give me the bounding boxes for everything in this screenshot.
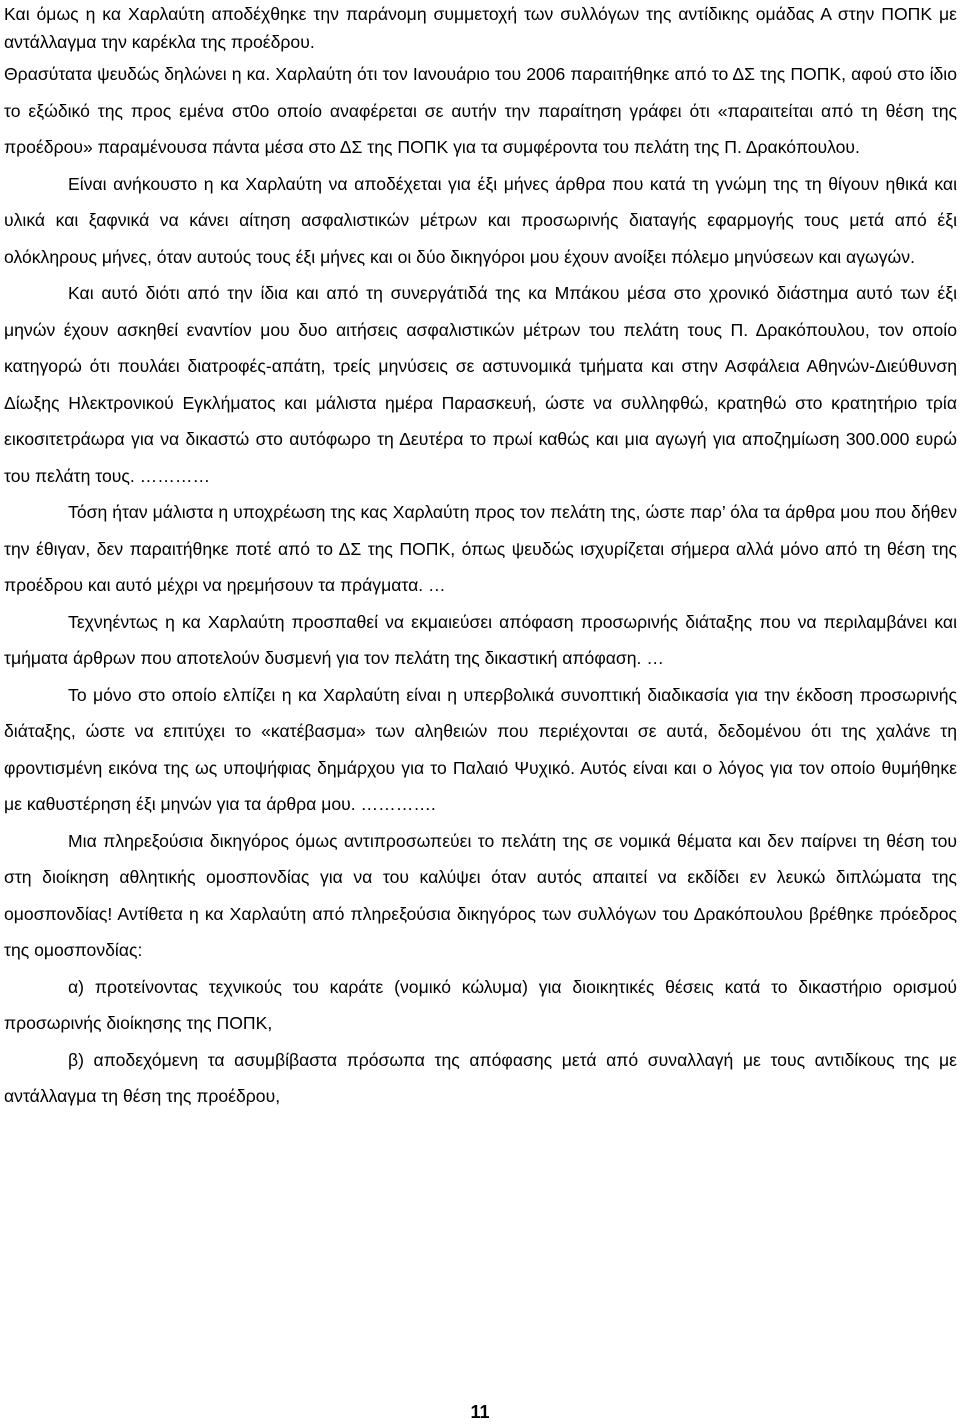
paragraph-2: Θρασύτατα ψευδώς δηλώνει η κα. Χαρλαύτη ότι τον Ιανουάριο του 2006 παραιτήθηκε από το ΔΣ της ΠΟΠΚ, αφού στο ίδιο το εξώδικό της προς εμένα στ0ο οποίο αναφέρεται σε αυτήν την παραίτηση γράφει ότι «παραιτείται από τη θέση της προέδρου» παραμένουσα πάντα μέσα στο ΔΣ της ΠΟΠΚ για τα συμφέροντα του πελάτη της Π. Δρακόπουλου. (4, 64, 957, 157)
paragraph-9: α) προτείνοντας τεχνικούς του καράτε (νομικό κώλυμα) για διοικητικές θέσεις κατά το δικαστήριο ορισμού προσωρινής διοίκησης της ΠΟΠΚ, (4, 976, 957, 1033)
paragraph-10: β) αποδεχόμενη τα ασυμβίβαστα πρόσωπα της απόφασης μετά από συναλλαγή με τους αντιδίκους της με αντάλλαγμα τη θέση της προέδρου, (4, 1049, 957, 1106)
paragraph-3: Είναι ανήκουστο η κα Χαρλαύτη να αποδέχεται για έξι μήνες άρθρα που κατά τη γνώμη της τη θίγουν ηθικά και υλικά και ξαφνικά να κάνει αίτηση ασφαλιστικών μέτρων και προσωρινής διαταγής εφαρμογής τους μετά από έξι ολόκληρους μήνες, όταν αυτούς τους έξι μήνες και οι δύο δικηγόροι μου έχουν ανοίξει πόλεμο μηνύσεων και αγωγών. (4, 173, 957, 267)
paragraph-1: Και όμως η κα Χαρλαύτη αποδέχθηκε την παράνομη συμμετοχή των συλλόγων της αντίδικης ομάδας Α στην ΠΟΠΚ με αντάλλαγμα την καρέκλα της προέδρου. (4, 4, 957, 52)
paragraph-8: Μια πληρεξούσια δικηγόρος όμως αντιπροσωπεύει το πελάτη της σε νομικά θέματα και δεν παίρνει τη θέση του στη διοίκηση αθλητικής ομοσπονδίας για να του καλύψει όταν αυτός απαιτεί να εκδίδει εν λευκώ διπλώματα της ομοσπονδίας! Αντίθετα η κα Χαρλαύτη από πληρεξούσια δικηγόρος των συλλόγων του Δρακόπουλου βρέθηκε πρόεδρος της ομοσπονδίας: (4, 830, 957, 960)
paragraph-7: Το μόνο στο οποίο ελπίζει η κα Χαρλαύτη είναι η υπερβολικά συνοπτική διαδικασία για την έκδοση προσωρινής διάταξης, ώστε να επιτύχει το «κατέβασμα» των αληθειών που περιέχονται σε αυτά, δεδομένου ότι της χαλάνε τη φροντισμένη εικόνα της ως υποψήφιας δημάρχου για το Παλαιό Ψυχικό. Αυτός είναι και ο λόγος για τον οποίο θυμήθηκε με καθυστέρηση έξι μηνών για τα άρθρα μου. …………. (4, 684, 957, 814)
paragraph-5: Τόση ήταν μάλιστα η υποχρέωση της κας Χαρλαύτη προς τον πελάτη της, ώστε παρ’ όλα τα άρθρα μου που δήθεν την έθιγαν, δεν παραιτήθηκε ποτέ από το ΔΣ της ΠΟΠΚ, όπως ψευδώς ισχυρίζεται σήμερα αλλά μόνο από τη θέση της προέδρου και αυτό μέχρι να ηρεμήσουν τα πράγματα. … (4, 502, 957, 595)
page-number: 11 (470, 1402, 490, 1422)
paragraph-4: Και αυτό διότι από την ίδια και από τη συνεργάτιδά της κα Μπάκου μέσα στο χρονικό διάστημα αυτό των έξι μηνών έχουν ασκηθεί εναντίον μου δυο αιτήσεις ασφαλιστικών μέτρων του πελάτη τους Π. Δρακόπουλου, τον οποίο κατηγορώ ότι πουλάει διατροφές-απάτη, τρείς μηνύσεις σε αστυνομικά τμήματα και στην Ασφάλεια Αθηνών-Διεύθυνση Δίωξης Ηλεκτρονικού Εγκλήματος και μάλιστα ημέρα Παρασκευή, ώστε να συλληφθώ, κρατηθώ στο κρατητήριο τρία εικοσιτετράωρα για να δικαστώ στο αυτόφωρο τη Δευτέρα το πρωί καθώς και μια αγωγή για αποζημίωση 300.000 ευρώ του πελάτη τους. ………… (4, 283, 957, 486)
paragraph-6: Τεχνηέντως η κα Χαρλαύτη προσπαθεί να εκμαιεύσει απόφαση προσωρινής διάταξης που να περιλαμβάνει και τμήματα άρθρων που αποτελούν δυσμενή για τον πελάτη της δικαστική απόφαση. … (4, 611, 957, 668)
document-page (4, 0, 957, 1115)
